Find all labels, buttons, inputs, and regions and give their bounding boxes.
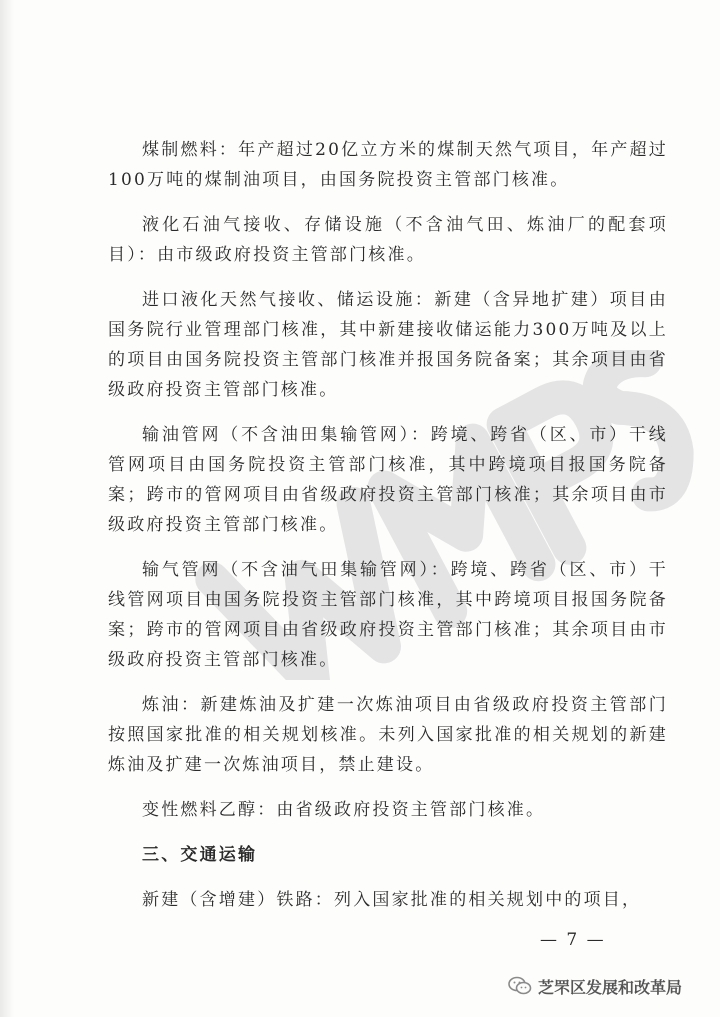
page-number: — 7 —	[540, 930, 606, 950]
paragraph-oil-pipeline: 输油管网（不含油田集输管网）：跨境、跨省（区、市）干线管网项目由国务院投资主管部门核准，其中跨境项目报国务院备案；跨市的管网项目由省级政府投资主管部门核准；其余项目由市级政府投资主管部门核准。	[108, 425, 668, 535]
paragraph-railway: 新建（含增建）铁路：列入国家批准的相关规划中的项目，	[142, 890, 642, 910]
paragraph-coal-fuel: 煤制燃料：年产超过20亿立方米的煤制天然气项目，年产超过100万吨的煤制油项目，由国务院投资主管部门核准。	[108, 140, 668, 190]
paragraph-lng-import: 进口液化天然气接收、储运设施：新建（含异地扩建）项目由国务院行业管理部门核准，其中新建接收储运能力300万吨及以上的项目由国务院投资主管部门核准并报国务院备案；其余项目由省级政府投资主管部门核准。	[108, 290, 668, 400]
scan-edge-shadow	[0, 0, 14, 1017]
body-text	[108, 135, 668, 930]
paragraph-gas-pipeline: 输气管网（不含油气田集输管网）：跨境、跨省（区、市）干线管网项目由国务院投资主管部门核准，其中跨境项目报国务院备案；跨市的管网项目由省级政府投资主管部门核准；其余项目由市级政府投资主管部门核准。	[108, 560, 668, 670]
paragraph-fuel-ethanol: 变性燃料乙醇：由省级政府投资主管部门核准。	[142, 800, 546, 820]
footer-brand[interactable]	[508, 974, 682, 998]
brand-name: 芝罘区发展和改革局	[538, 977, 683, 997]
paragraph-lpg-facilities: 液化石油气接收、存储设施（不含油气田、炼油厂的配套项目）：由市级政府投资主管部门核准。	[108, 215, 668, 265]
section-heading-transport: 三、交通运输	[142, 845, 258, 865]
paragraph-refining: 炼油：新建炼油及扩建一次炼油项目由省级政府投资主管部门按照国家批准的相关规划核准。未列入国家批准的相关规划的新建炼油及扩建一次炼油项目，禁止建设。	[108, 695, 668, 775]
wechat-icon	[508, 976, 532, 996]
